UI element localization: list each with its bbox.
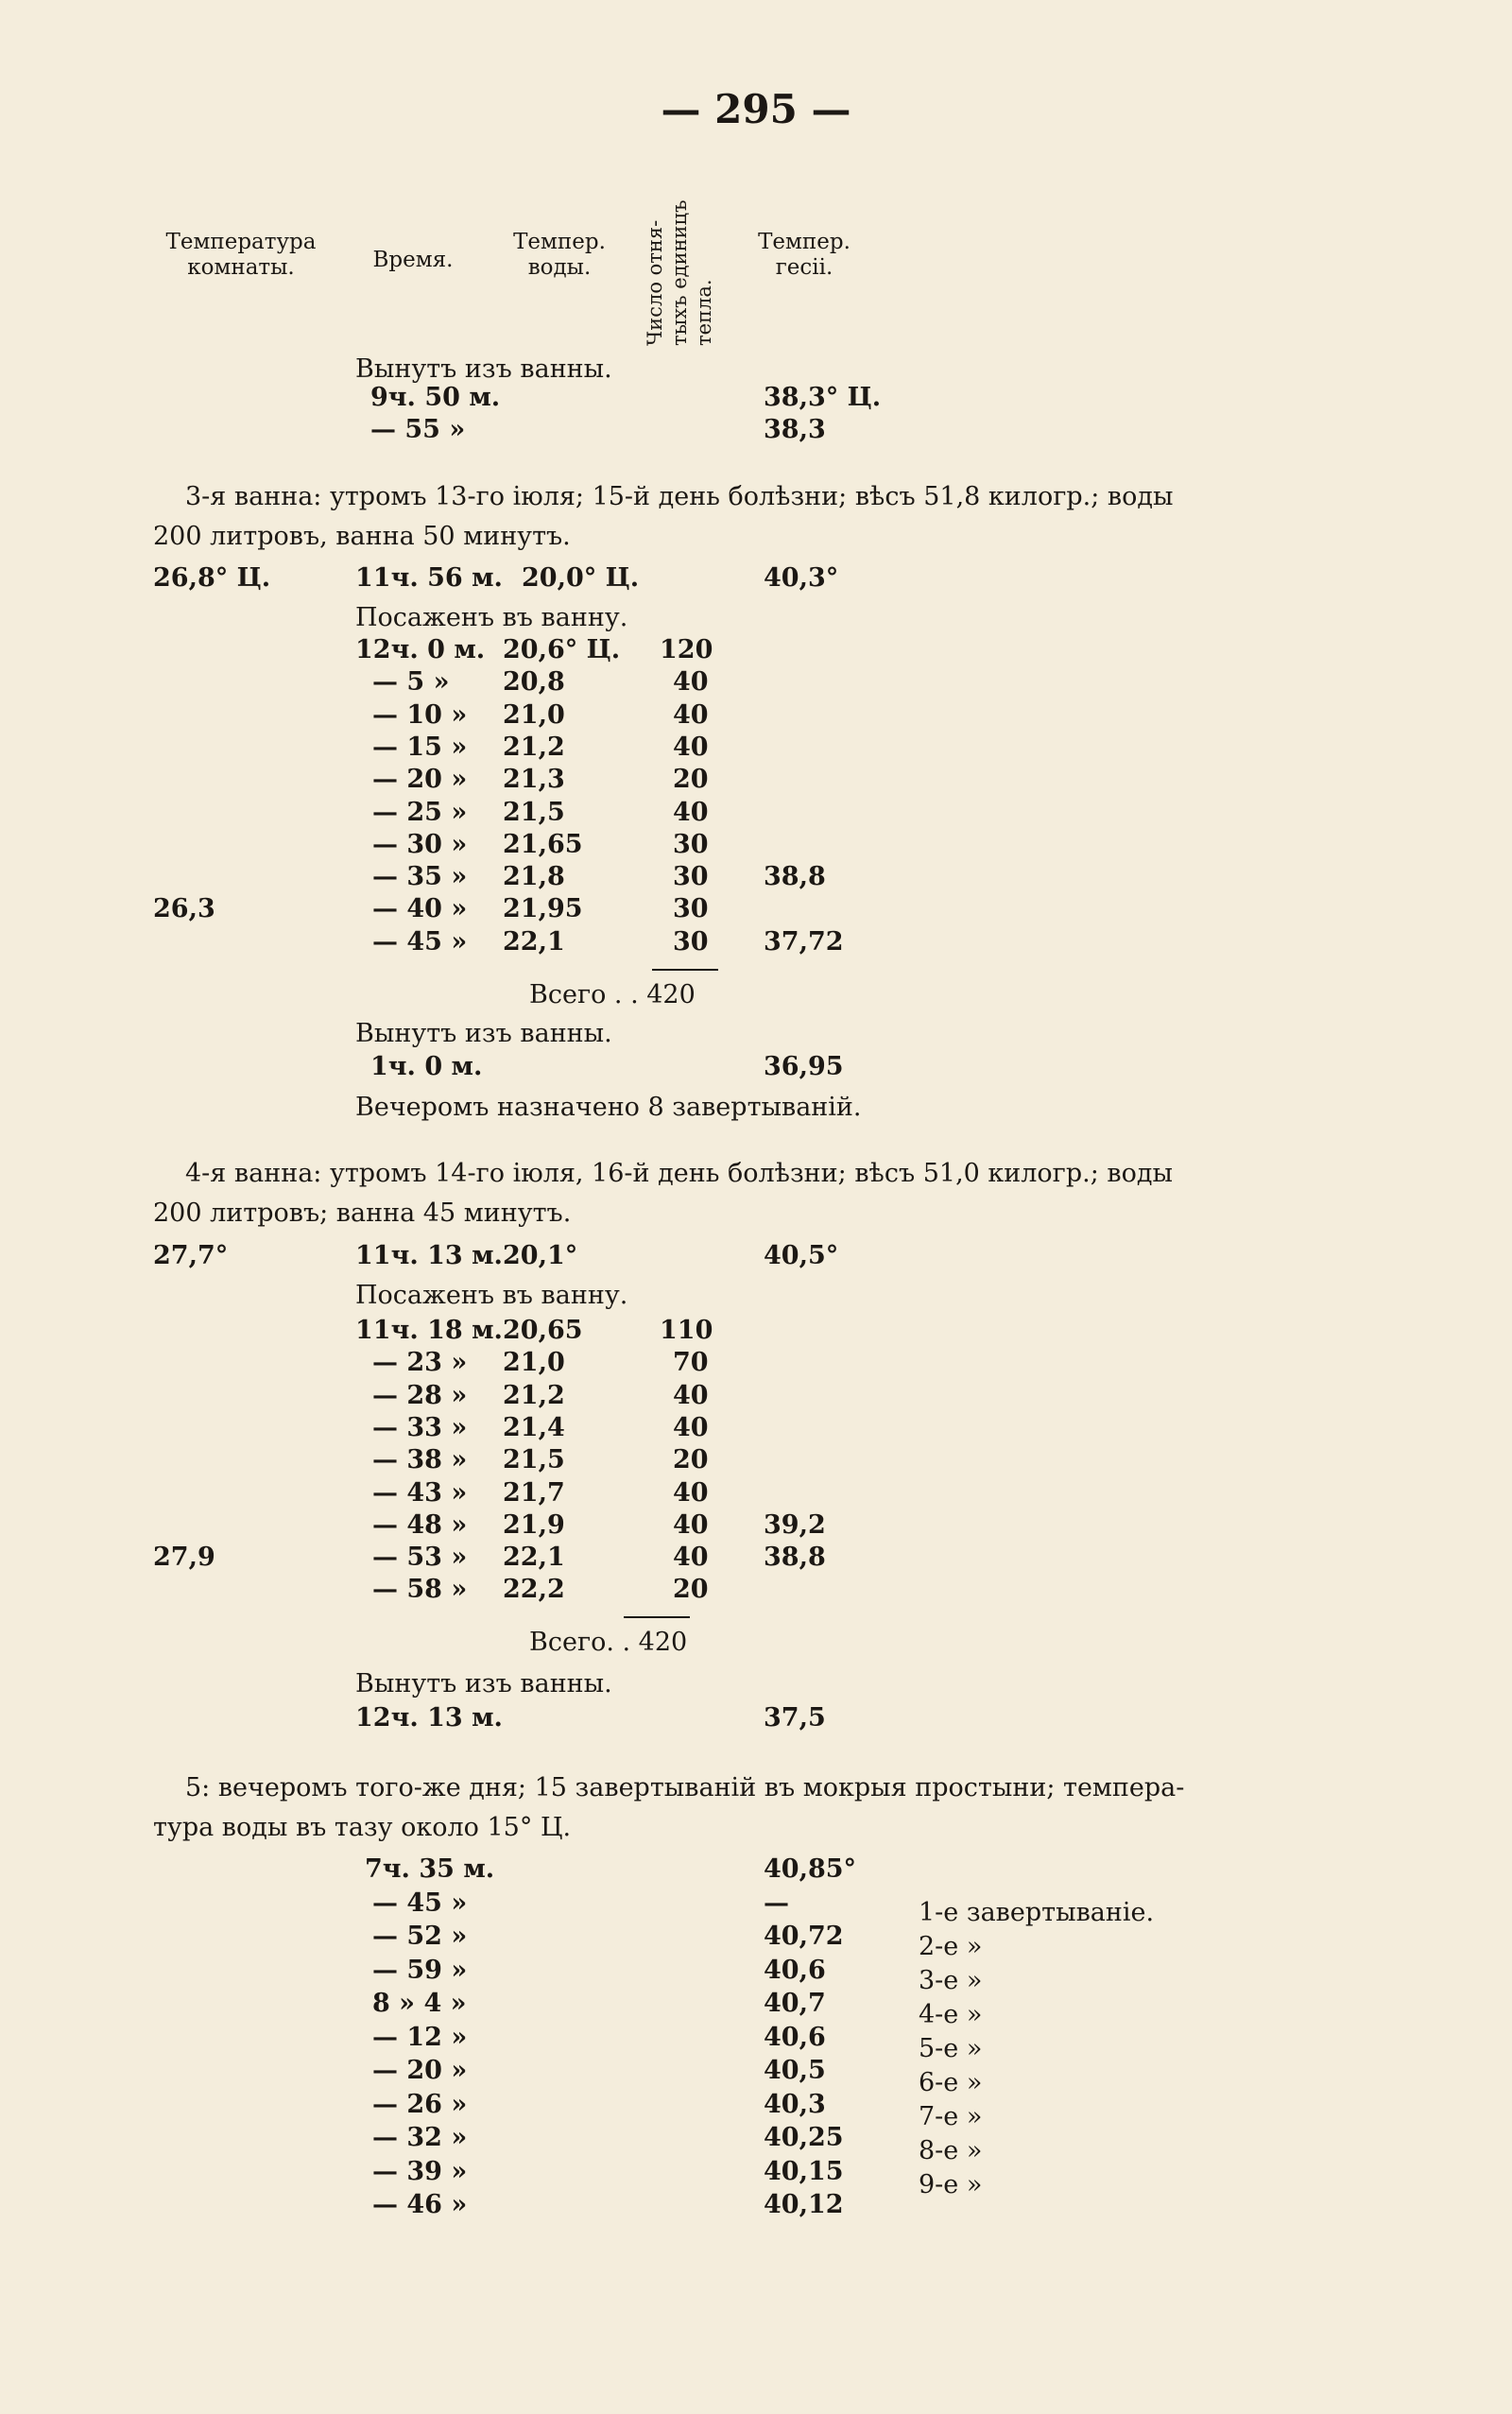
wrap-note: 8-е » <box>919 2136 983 2165</box>
out-of-bath-label: Вынутъ изъ ванны. <box>355 1669 612 1698</box>
water-temp-cell: 21,2 <box>503 1380 565 1410</box>
body-temp-cell: 37,72 <box>764 926 844 957</box>
heat-units-cell: 30 <box>673 829 709 859</box>
wrap-note: 6-е » <box>919 2068 983 2097</box>
time-cell: — 40 » <box>372 894 468 924</box>
heat-units-cell: 30 <box>673 862 709 892</box>
heat-units-cell: 20 <box>673 1445 709 1475</box>
time-cell: 9ч. 50 м. <box>370 383 501 412</box>
bath3-intro-2: 200 литровъ, ванна 50 минутъ. <box>153 522 571 551</box>
body-temp-cell: 40,25 <box>764 2123 844 2152</box>
body-temp-cell: 40,85° <box>764 1854 857 1884</box>
water-temp-cell: 21,2 <box>503 732 565 762</box>
time-cell: — 45 » <box>372 1888 468 1918</box>
header-time: Время. <box>372 248 454 272</box>
out-of-bath-label: Вынутъ изъ ванны. <box>355 1019 612 1048</box>
water-temp-cell: 20,65 <box>503 1316 583 1345</box>
wrap5-intro-2: тура воды въ тазу около 15° Ц. <box>153 1813 572 1842</box>
heat-units-cell: 110 <box>660 1316 713 1345</box>
evening-note: Вечеромъ назначено 8 завертываній. <box>355 1093 862 1122</box>
wrap-note: 9-е » <box>919 2170 983 2199</box>
heat-units-cell: 70 <box>673 1348 709 1378</box>
body-temp-cell: 40,6 <box>764 1955 826 1985</box>
water-temp-cell: 22,1 <box>503 926 565 957</box>
room-temp-cell: 27,7° <box>153 1241 229 1270</box>
time-cell: — 15 » <box>372 732 468 762</box>
time-cell: — 10 » <box>372 699 468 730</box>
heat-units-cell: 40 <box>673 1543 709 1573</box>
body-temp-cell: — <box>764 1888 789 1918</box>
time-cell: 7ч. 35 м. <box>365 1854 495 1884</box>
time-cell: — 39 » <box>372 2156 468 2186</box>
water-temp-cell: 21,5 <box>503 1445 565 1475</box>
header-water-temp: Темпер. воды. <box>513 230 606 280</box>
time-cell: — 55 » <box>370 415 466 444</box>
body-temp-cell: 38,3 <box>764 415 826 444</box>
room-temp-cell: 27,9 <box>153 1543 215 1573</box>
wrap-note: 4-е » <box>919 2000 983 2029</box>
out-time: 12ч. 13 м. <box>355 1703 503 1733</box>
time-cell: — 38 » <box>372 1445 468 1475</box>
time-cell: — 48 » <box>372 1509 468 1540</box>
heat-units-cell: 40 <box>673 1509 709 1540</box>
time-cell: — 12 » <box>372 2022 468 2052</box>
body-temp-cell: 39,2 <box>764 1509 826 1540</box>
time-cell: — 46 » <box>372 2190 468 2219</box>
body-temp-cell: 38,8 <box>764 862 826 892</box>
heat-units-cell: 30 <box>673 926 709 957</box>
body-temp-cell: 40,72 <box>764 1922 844 1951</box>
body-temp-cell: 40,7 <box>764 1989 826 2018</box>
time-cell: — 45 » <box>372 926 468 957</box>
time-cell: — 20 » <box>372 765 468 795</box>
room-temp-cell: 26,8° Ц. <box>153 563 271 593</box>
seated-label: Посаженъ въ ванну. <box>355 603 628 632</box>
time-cell: 11ч. 18 м. <box>355 1316 503 1345</box>
time-cell: — 59 » <box>372 1955 468 1985</box>
water-temp-cell: 21,65 <box>503 829 583 859</box>
total-label: Всего. . 420 <box>529 1628 688 1657</box>
body-temp-cell: 40,15 <box>764 2156 844 2186</box>
wrap-note: 5-е » <box>919 2034 983 2063</box>
time-cell: — 32 » <box>372 2123 468 2152</box>
total-label: Всего . . 420 <box>529 980 696 1009</box>
water-temp-cell: 22,2 <box>503 1575 565 1605</box>
heat-units-cell: 20 <box>673 765 709 795</box>
heat-units-cell: 30 <box>673 894 709 924</box>
wrap-note: 7-е » <box>919 2102 983 2131</box>
water-temp-cell: 21,7 <box>503 1477 565 1508</box>
bath4-intro: 4-я ванна: утромъ 14-го іюля, 16-й день болѣзни; вѣсъ 51,0 килогр.; воды <box>185 1159 1173 1188</box>
time-cell: — 5 » <box>372 667 450 698</box>
time-cell: — 25 » <box>372 797 468 827</box>
water-temp-cell: 20,1° <box>503 1241 578 1270</box>
heat-units-cell: 20 <box>673 1575 709 1605</box>
time-cell: — 52 » <box>372 1922 468 1951</box>
water-temp-cell: 21,8 <box>503 862 565 892</box>
time-cell: — 58 » <box>372 1575 468 1605</box>
wrap-note: 1-е завертываніе. <box>919 1898 1155 1927</box>
heat-units-cell: 40 <box>673 797 709 827</box>
body-temp-cell: 38,3° Ц. <box>764 383 882 412</box>
out-body-temp: 36,95 <box>764 1052 844 1081</box>
sum-rule <box>652 969 718 971</box>
out-body-temp: 37,5 <box>764 1703 826 1733</box>
water-temp-cell: 20,0° Ц. <box>522 563 640 593</box>
water-temp-cell: 21,0 <box>503 1348 565 1378</box>
water-temp-cell: 21,4 <box>503 1412 565 1442</box>
time-cell: — 43 » <box>372 1477 468 1508</box>
water-temp-cell: 21,9 <box>503 1509 565 1540</box>
header-heat-units: Число отня- тыхъ единицъ тепла. <box>644 199 715 346</box>
heat-units-cell: 40 <box>673 699 709 730</box>
water-temp-cell: 21,5 <box>503 797 565 827</box>
time-cell: — 28 » <box>372 1380 468 1410</box>
time-cell: — 33 » <box>372 1412 468 1442</box>
seated-label: Посаженъ въ ванну. <box>355 1281 628 1310</box>
body-temp-cell: 40,3 <box>764 2089 826 2119</box>
body-temp-cell: 40,3° <box>764 563 839 593</box>
water-temp-cell: 21,95 <box>503 894 583 924</box>
heat-units-cell: 40 <box>673 1380 709 1410</box>
water-temp-cell: 20,8 <box>503 667 565 698</box>
out-time: 1ч. 0 м. <box>370 1052 483 1081</box>
water-temp-cell: 21,0 <box>503 699 565 730</box>
room-temp-cell: 26,3 <box>153 894 215 924</box>
heat-units-cell: 120 <box>660 635 713 664</box>
time-cell: 11ч. 56 м. <box>355 563 503 593</box>
header-body-temp: Темпер. гесіі. <box>758 230 850 280</box>
body-temp-cell: 40,5° <box>764 1241 839 1270</box>
time-cell: — 35 » <box>372 862 468 892</box>
time-cell: — 26 » <box>372 2089 468 2119</box>
body-temp-cell: 38,8 <box>764 1543 826 1573</box>
wrap-note: 2-е » <box>919 1932 983 1961</box>
time-cell: 11ч. 13 м. <box>355 1241 503 1270</box>
page-number: — 295 — <box>661 86 851 132</box>
body-temp-cell: 40,6 <box>764 2022 826 2052</box>
water-temp-cell: 22,1 <box>503 1543 565 1573</box>
bath3-intro: 3-я ванна: утромъ 13-го іюля; 15-й день болѣзни; вѣсъ 51,8 килогр.; воды <box>185 482 1174 511</box>
time-cell: — 23 » <box>372 1348 468 1378</box>
time-cell: — 30 » <box>372 829 468 859</box>
heat-units-cell: 40 <box>673 1477 709 1508</box>
body-temp-cell: 40,12 <box>764 2190 844 2219</box>
time-cell: — 53 » <box>372 1543 468 1573</box>
wrap5-intro: 5: вечеромъ того-же дня; 15 завертываній въ мокрыя простыни; темпера- <box>185 1773 1185 1802</box>
water-temp-cell: 21,3 <box>503 765 565 795</box>
bath4-intro-2: 200 литровъ; ванна 45 минутъ. <box>153 1198 572 1228</box>
heat-units-cell: 40 <box>673 732 709 762</box>
out-of-bath-label: Вынутъ изъ ванны. <box>355 354 612 384</box>
body-temp-cell: 40,5 <box>764 2056 826 2085</box>
sum-rule <box>624 1616 690 1618</box>
time-cell: 12ч. 0 м. <box>355 635 486 664</box>
wrap-note: 3-е » <box>919 1966 983 1995</box>
time-cell: — 20 » <box>372 2056 468 2085</box>
time-cell: 8 » 4 » <box>372 1989 467 2018</box>
header-room-temp: Температура комнаты. <box>165 230 317 280</box>
heat-units-cell: 40 <box>673 1412 709 1442</box>
heat-units-cell: 40 <box>673 667 709 698</box>
water-temp-cell: 20,6° Ц. <box>503 635 621 664</box>
